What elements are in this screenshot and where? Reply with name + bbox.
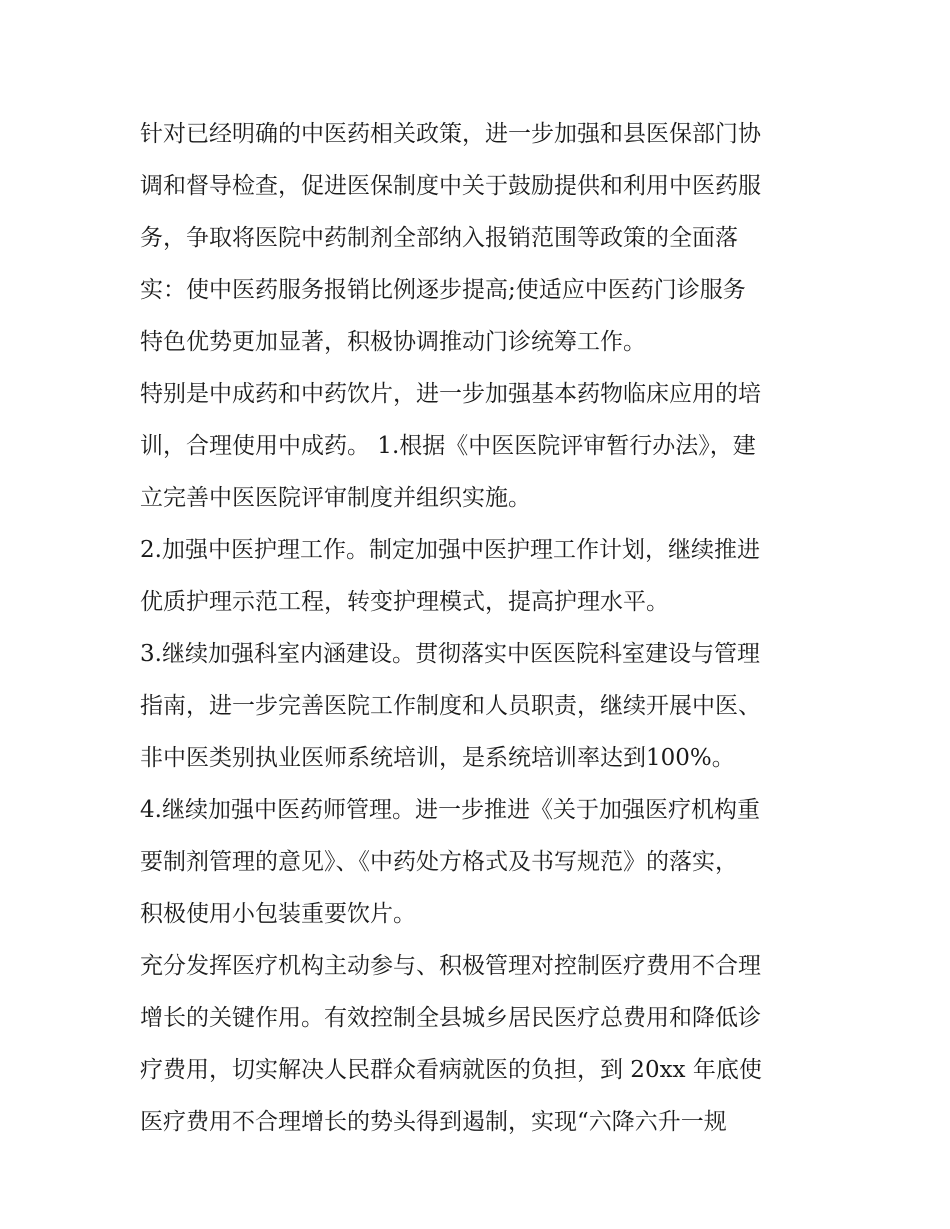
text-line: 立完善中医医院评审制度并组织实施。 <box>140 485 531 511</box>
text-line: 特色优势更加显著，积极协调推动门诊统筹工作。 <box>140 329 646 355</box>
text-line: 充分发挥医疗机构主动参与、积极管理对控制医疗费用不合理 <box>140 953 761 979</box>
text-line: 调和督导检查，促进医保制度中关于鼓励提供和利用中医药服 <box>140 173 761 199</box>
text-line: 实：使中医药服务报销比例逐步提高;使适应中医药门诊服务 <box>140 277 746 303</box>
text-line: 医疗费用不合理增长的势头得到遏制，实现“六降六升一规 <box>140 1109 727 1135</box>
text-line: 要制剂管理的意见》、《中药处方格式及书写规范》的落实， <box>140 849 738 875</box>
text-line: 非中医类别执业医师系统培训，是系统培训率达到100%。 <box>140 745 735 771</box>
document-body <box>140 108 830 1148</box>
text-line: 指南，进一步完善医院工作制度和人员职责，继续开展中医、 <box>140 693 761 719</box>
text-line: 特别是中成药和中药饮片，进一步加强基本药物临床应用的培 <box>140 381 761 407</box>
text-line: 2.加强中医护理工作。制定加强中医护理工作计划，继续推进 <box>140 537 760 563</box>
text-line: 3.继续加强科室内涵建设。贯彻落实中医医院科室建设与管理 <box>140 641 760 667</box>
text-line: 积极使用小包装重要饮片。 <box>140 901 416 927</box>
text-line: 优质护理示范工程，转变护理模式，提高护理水平。 <box>140 589 669 615</box>
text-line: 4.继续加强中医药师管理。进一步推进《关于加强医疗机构重 <box>140 797 760 823</box>
text-line: 疗费用，切实解决人民群众看病就医的负担，到 20xx 年底使 <box>140 1057 762 1083</box>
text-line: 训，合理使用中成药。 1.根据《中医医院评审暂行办法》，建 <box>140 433 756 459</box>
text-line: 针对已经明确的中医药相关政策，进一步加强和县医保部门协 <box>140 121 761 147</box>
text-line: 务，争取将医院中药制剂全部纳入报销范围等政策的全面落 <box>140 225 738 251</box>
text-line: 增长的关键作用。有效控制全县城乡居民医疗总费用和降低诊 <box>140 1005 761 1031</box>
